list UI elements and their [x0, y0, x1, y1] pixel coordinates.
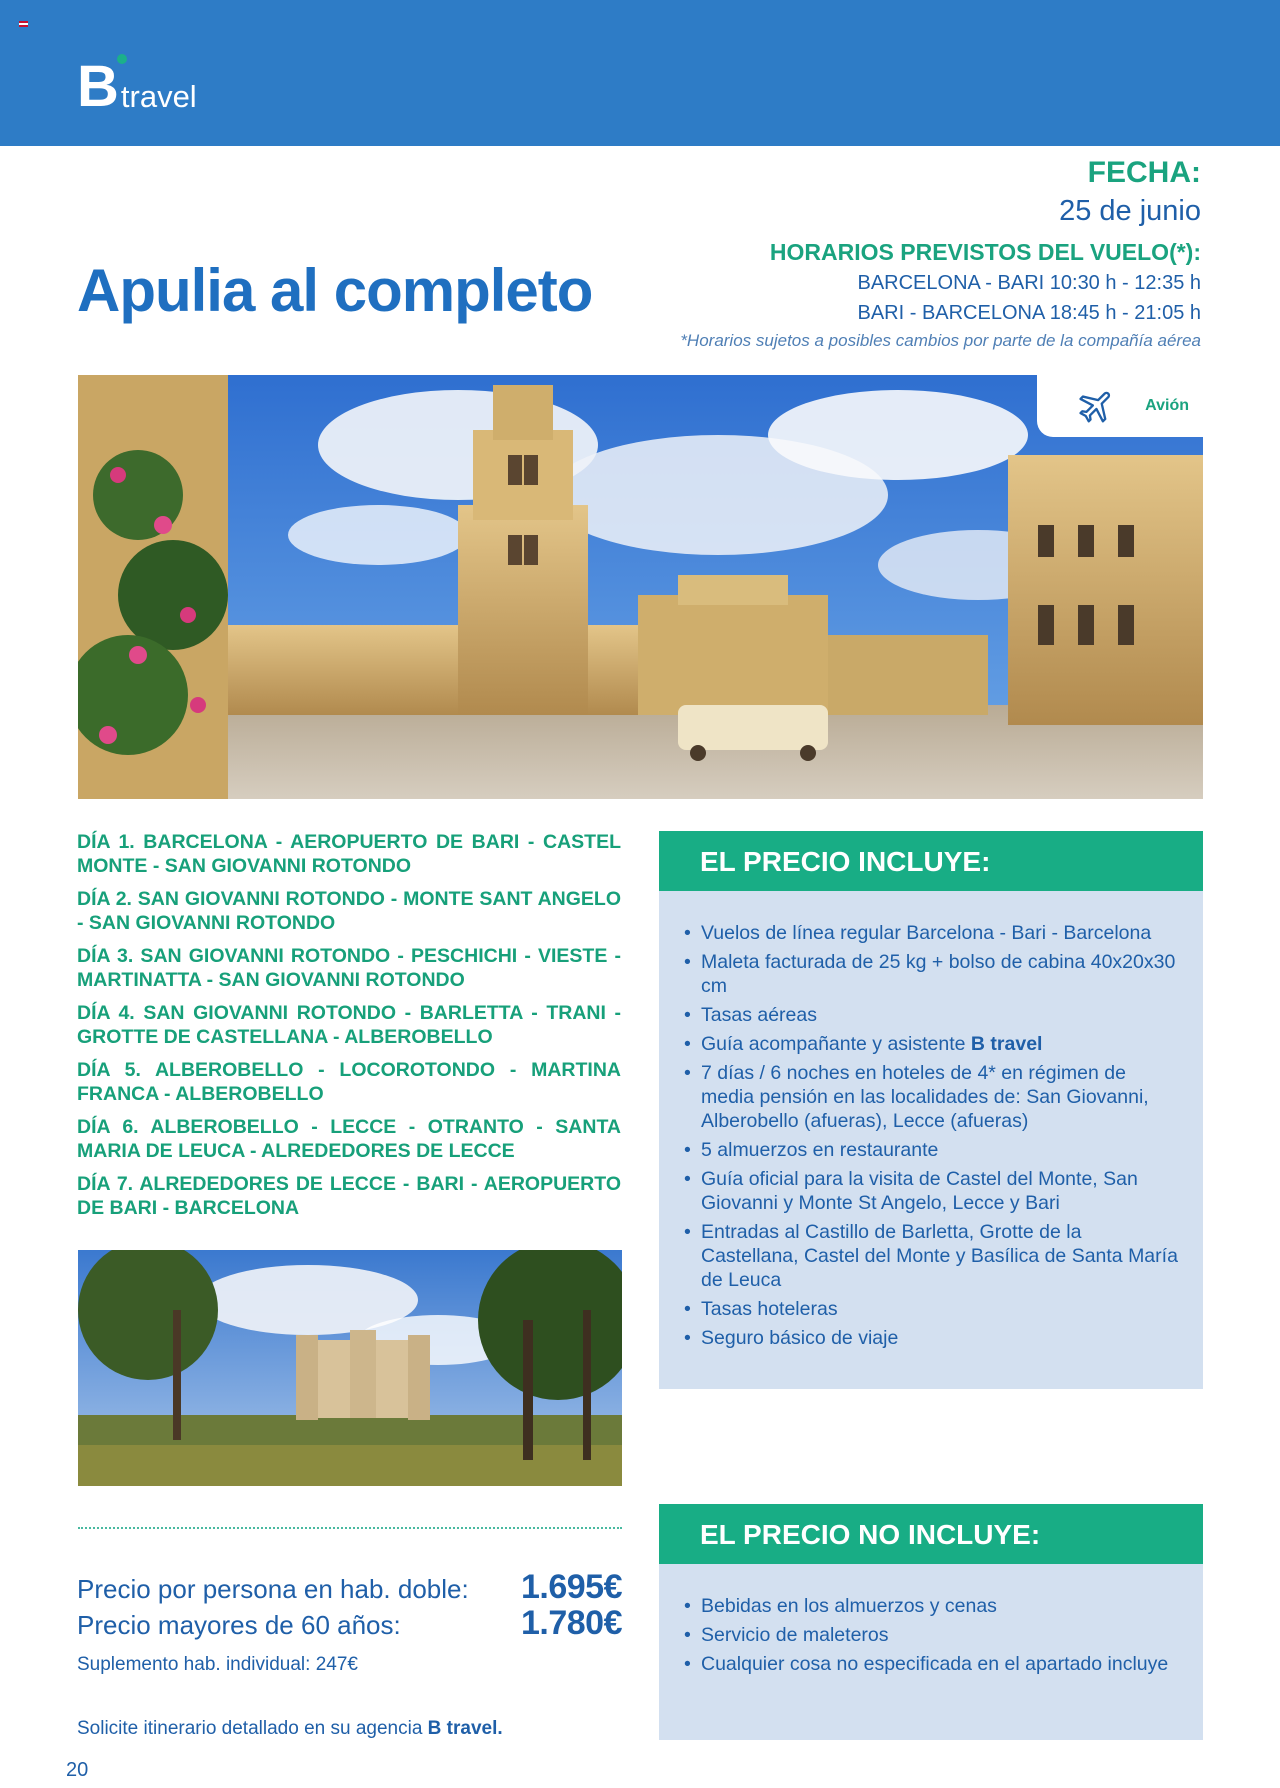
list-item: • Bebidas en los almuerzos y cenas [681, 1594, 1183, 1618]
single-supplement: Suplemento hab. individual: 247€ [77, 1654, 358, 1675]
itinerary-day: DÍA 2. SAN GIOVANNI ROTONDO - MONTE SANT ANGELO - SAN GIOVANNI ROTONDO [77, 888, 621, 934]
itinerary-list [77, 830, 621, 1229]
list-item: • Servicio de maleteros [681, 1623, 1183, 1647]
castel-del-monte-illustration [78, 1250, 622, 1486]
list-item: • Seguro básico de viaje [681, 1326, 1183, 1350]
trip-info [601, 154, 1201, 354]
list-item: • Maleta facturada de 25 kg + bolso de cabina 40x20x30 cm [681, 950, 1183, 998]
list-item-text: Guía acompañante y asistente [701, 1033, 966, 1055]
list-item-brand: B travel [970, 1033, 1043, 1055]
list-item: • 7 días / 6 noches en hoteles de 4* en régimen de media pensión en las localidades de: San Giovanni, Alberobello (afueras), Lecce (afueras) [681, 1061, 1183, 1133]
list-item: • Vuelos de línea regular Barcelona - Bari - Barcelona [681, 921, 1183, 945]
transport-label: Avión [1145, 397, 1189, 414]
itinerary-day: DÍA 1. BARCELONA - AEROPUERTO DE BARI - CASTEL MONTE - SAN GIOVANNI ROTONDO [77, 831, 621, 877]
hero-image [78, 375, 1203, 799]
brand-logo-dot [117, 54, 127, 64]
price-double-label: Precio por persona en hab. doble: [77, 1574, 469, 1604]
list-item: • 5 almuerzos en restaurante [681, 1138, 1183, 1162]
castle-image [78, 1250, 622, 1486]
includes-title: EL PRECIO INCLUYE: [659, 831, 1203, 891]
solicite-brand[interactable]: B travel. [427, 1718, 503, 1739]
lecce-square-illustration [78, 375, 1203, 799]
flight-return: BARI - BARCELONA 18:45 h - 21:05 h [857, 302, 1201, 324]
excludes-box [659, 1504, 1203, 1740]
flight-outbound: BARCELONA - BARI 10:30 h - 12:35 h [857, 272, 1201, 294]
list-item: • Entradas al Castillo de Barletta, Grotte de la Castellana, Castel del Monte y Basílica de Santa María de Leuca [681, 1220, 1183, 1292]
includes-box [659, 831, 1203, 1389]
itinerary-day: DÍA 3. SAN GIOVANNI ROTONDO - PESCHICHI - VIESTE - MARTINATTA - SAN GIOVANNI ROTONDO [77, 945, 621, 991]
flag-icon [19, 21, 28, 27]
schedule-disclaimer: *Horarios sujetos a posibles cambios por parte de la compañía aérea [680, 331, 1201, 350]
itinerary-day: DÍA 5. ALBEROBELLO - LOCOROTONDO - MARTINA FRANCA - ALBEROBELLO [77, 1059, 621, 1105]
price-senior-label: Precio mayores de 60 años: [77, 1610, 401, 1640]
brand-logo-letter: B [77, 54, 117, 119]
header-bar [0, 0, 1280, 146]
list-item: • Cualquier cosa no especificada en el apartado incluye [681, 1652, 1183, 1676]
list-item: • Tasas aéreas [681, 1003, 1183, 1027]
list-item: • Guía oficial para la visita de Castel del Monte, San Giovanni y Monte St Angelo, Lecce y Bari [681, 1167, 1183, 1215]
includes-list [659, 891, 1203, 1381]
divider [78, 1527, 622, 1529]
flight-schedule-label: HORARIOS PREVISTOS DEL VUELO(*): [769, 239, 1201, 265]
price-senior-value: 1.780€ [521, 1604, 622, 1642]
list-item [681, 1032, 1183, 1056]
brand-logo-word: travel [120, 79, 197, 114]
price-double-value: 1.695€ [521, 1568, 622, 1606]
airplane-icon [1077, 386, 1117, 426]
transport-badge [1037, 375, 1203, 437]
page-number: 20 [66, 1759, 89, 1781]
list-item: • Tasas hoteleras [681, 1297, 1183, 1321]
page-title: Apulia al completo [77, 257, 593, 324]
brand-logo[interactable] [77, 54, 197, 119]
itinerary-day: DÍA 4. SAN GIOVANNI ROTONDO - BARLETTA - TRANI - GROTTE DE CASTELLANA - ALBEROBELLO [77, 1002, 621, 1048]
date-label: FECHA: [1087, 156, 1201, 189]
excludes-title: EL PRECIO NO INCLUYE: [659, 1504, 1203, 1564]
price-double [77, 1568, 622, 1607]
date-value: 25 de junio [1059, 195, 1201, 227]
itinerary-day: DÍA 7. ALREDEDORES DE LECCE - BARI - AEROPUERTO DE BARI - BARCELONA [77, 1173, 621, 1219]
excludes-list [659, 1564, 1203, 1707]
solicite-note [77, 1718, 503, 1740]
price-senior [77, 1604, 622, 1643]
itinerary-day: DÍA 6. ALBEROBELLO - LECCE - OTRANTO - SANTA MARIA DE LEUCA - ALREDEDORES DE LECCE [77, 1116, 621, 1162]
solicite-text: Solicite itinerario detallado en su agencia [77, 1718, 423, 1739]
